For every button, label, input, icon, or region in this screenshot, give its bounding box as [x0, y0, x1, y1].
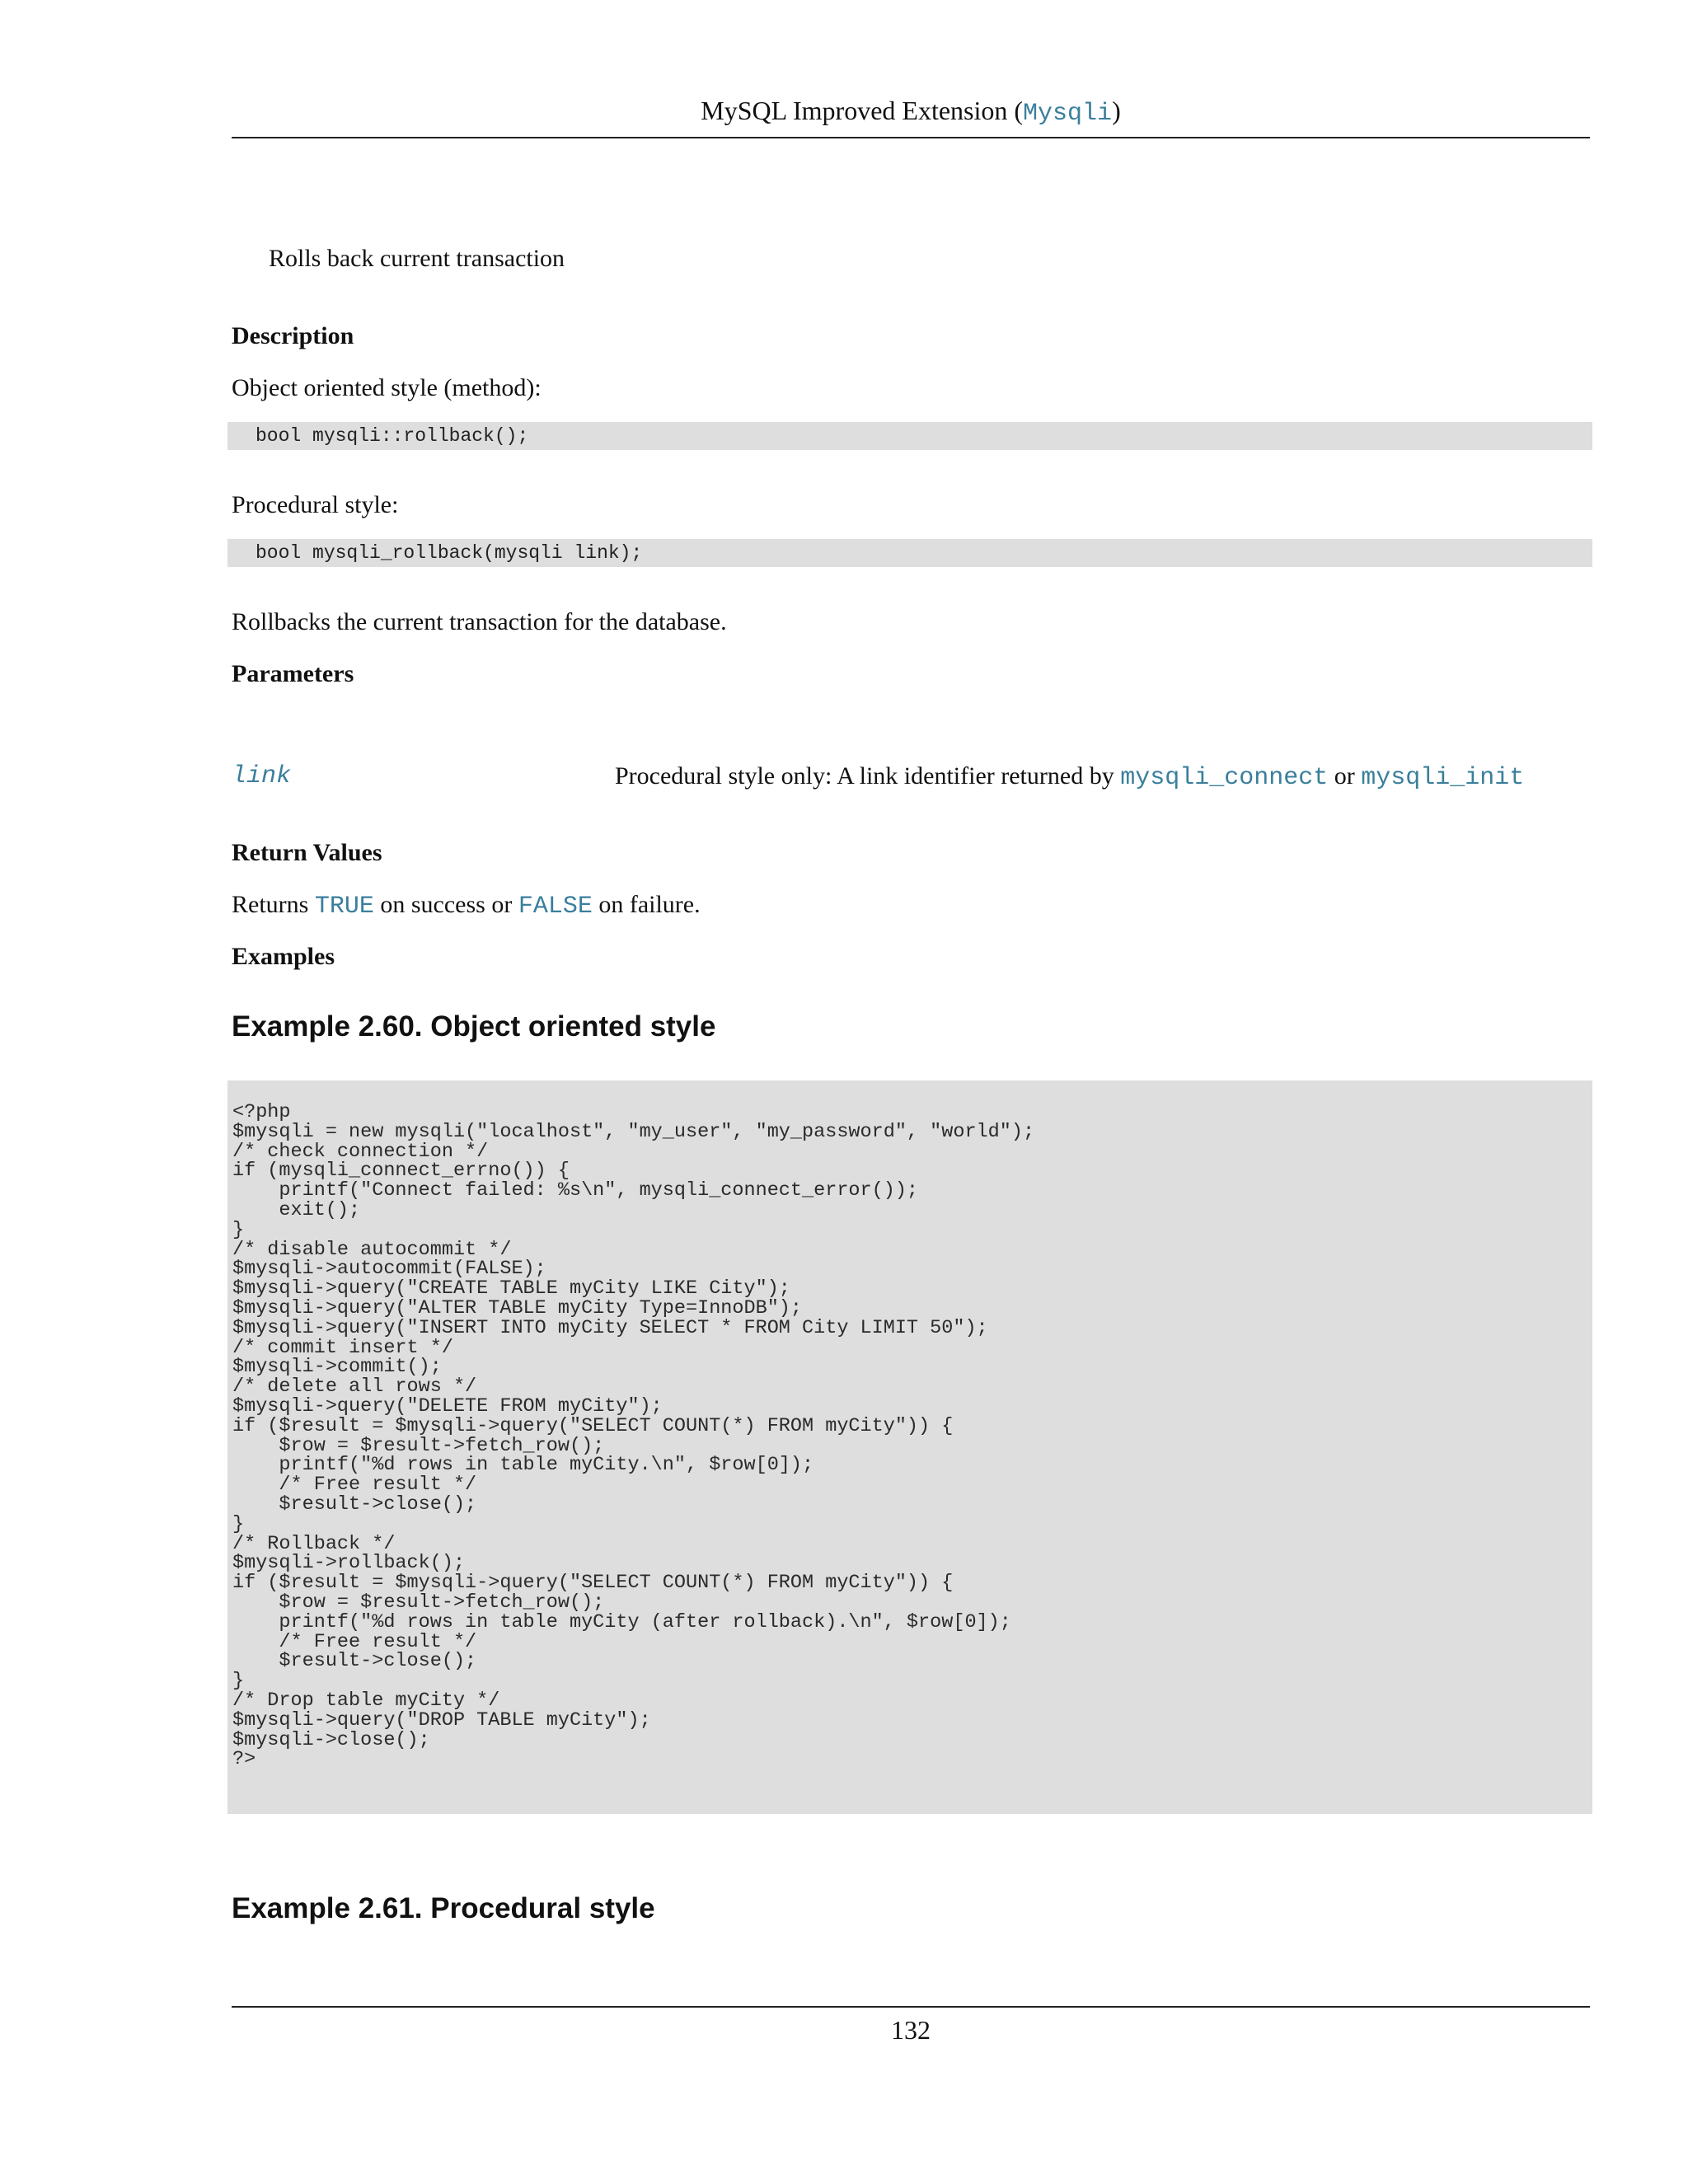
- return-values-text: [232, 888, 701, 923]
- code-line: $row = $result->fetch_row();: [232, 1434, 605, 1457]
- code-line: $mysqli->autocommit(FALSE);: [232, 1258, 546, 1281]
- code-line: /* Drop table myCity */: [232, 1689, 500, 1712]
- mysqli-init-link[interactable]: mysqli_init: [1361, 764, 1525, 792]
- code-line: if ($result = $mysqli->query("SELECT COUNT(*) FROM myCity")) {: [232, 1572, 954, 1595]
- header-title-code: Mysqli: [1023, 100, 1113, 128]
- mysqli-connect-link[interactable]: mysqli_connect: [1120, 764, 1329, 792]
- code-line: $mysqli->query("ALTER TABLE myCity Type=InnoDB");: [232, 1296, 803, 1319]
- code-line: if (mysqli_connect_errno()) {: [232, 1160, 570, 1183]
- example-2-61-title: Example 2.61. Procedural style: [232, 1892, 655, 1924]
- return-values-suffix: on failure.: [592, 891, 701, 918]
- code-line: $mysqli->rollback();: [232, 1552, 466, 1575]
- header-title-suffix: ): [1112, 96, 1121, 125]
- parameter-description-prefix: Procedural style only: A link identifier returned by: [615, 762, 1121, 790]
- return-values-heading: Return Values: [232, 839, 382, 866]
- procedural-function-synopsis: bool mysqli_rollback(mysqli link);: [227, 539, 1592, 567]
- parameters-heading: Parameters: [232, 660, 354, 687]
- examples-heading: Examples: [232, 943, 335, 970]
- parameter-description: [615, 760, 1524, 794]
- code-line: $mysqli->query("INSERT INTO myCity SELECT * FROM City LIMIT 50");: [232, 1316, 988, 1339]
- code-line: printf("%d rows in table myCity.\n", $row[0]);: [232, 1454, 814, 1477]
- return-values-prefix: Returns: [232, 891, 315, 918]
- example-2-60-code-block: [227, 1080, 1592, 1814]
- header-rule: [232, 137, 1590, 138]
- code-line: $row = $result->fetch_row();: [232, 1591, 605, 1614]
- procedural-style-label: Procedural style:: [232, 491, 399, 518]
- code-line: $mysqli->close();: [232, 1728, 430, 1751]
- example-2-60-title: Example 2.60. Object oriented style: [232, 1010, 716, 1043]
- code-line: /* check connection */: [232, 1140, 489, 1163]
- code-line: /* Free result */: [232, 1474, 477, 1497]
- code-line: $mysqli->query("DELETE FROM myCity");: [232, 1394, 663, 1418]
- code-line: exit();: [232, 1198, 361, 1221]
- header-title-prefix: MySQL Improved Extension (: [701, 96, 1024, 125]
- running-header: [232, 92, 1590, 132]
- code-line: $mysqli->query("CREATE TABLE myCity LIKE City");: [232, 1277, 790, 1301]
- code-line: $result->close();: [232, 1650, 477, 1673]
- code-line: $mysqli = new mysqli("localhost", "my_user", "my_password", "world");: [232, 1120, 1035, 1143]
- parameter-name-link: link: [232, 762, 292, 790]
- code-line: }: [232, 1512, 245, 1535]
- code-line: printf("%d rows in table myCity (after rollback).\n", $row[0]);: [232, 1610, 1011, 1633]
- code-line: printf("Connect failed: %s\n", mysqli_connect_error());: [232, 1179, 919, 1202]
- code-line: $mysqli->commit();: [232, 1356, 442, 1379]
- true-constant-link[interactable]: TRUE: [314, 893, 374, 921]
- oo-style-label: Object oriented style (method):: [232, 374, 542, 401]
- description-summary: Rollbacks the current transaction for the database.: [232, 608, 727, 635]
- code-line: $result->close();: [232, 1493, 477, 1516]
- code-line: /* Rollback */: [232, 1532, 396, 1555]
- code-line: /* commit insert */: [232, 1336, 453, 1359]
- code-line: }: [232, 1670, 245, 1693]
- page-number: 132: [891, 2015, 931, 2045]
- oo-method-synopsis: bool mysqli::rollback();: [227, 422, 1592, 450]
- return-values-middle: on success or: [373, 891, 518, 918]
- description-heading: Description: [232, 322, 354, 349]
- footer-rule: [232, 2006, 1590, 2008]
- code-line: <?php: [232, 1101, 291, 1123]
- false-constant-link[interactable]: FALSE: [518, 893, 593, 921]
- parameter-description-middle: or: [1328, 762, 1362, 790]
- code-line: /* Free result */: [232, 1630, 477, 1653]
- code-line: /* disable autocommit */: [232, 1238, 512, 1261]
- code-line: /* delete all rows */: [232, 1376, 477, 1399]
- code-line: }: [232, 1218, 245, 1241]
- refpurpose: Rolls back current transaction: [269, 245, 565, 272]
- code-line: $mysqli->query("DROP TABLE myCity");: [232, 1708, 651, 1732]
- code-line: if ($result = $mysqli->query("SELECT COUNT(*) FROM myCity")) {: [232, 1414, 954, 1437]
- code-line: ?>: [232, 1748, 256, 1771]
